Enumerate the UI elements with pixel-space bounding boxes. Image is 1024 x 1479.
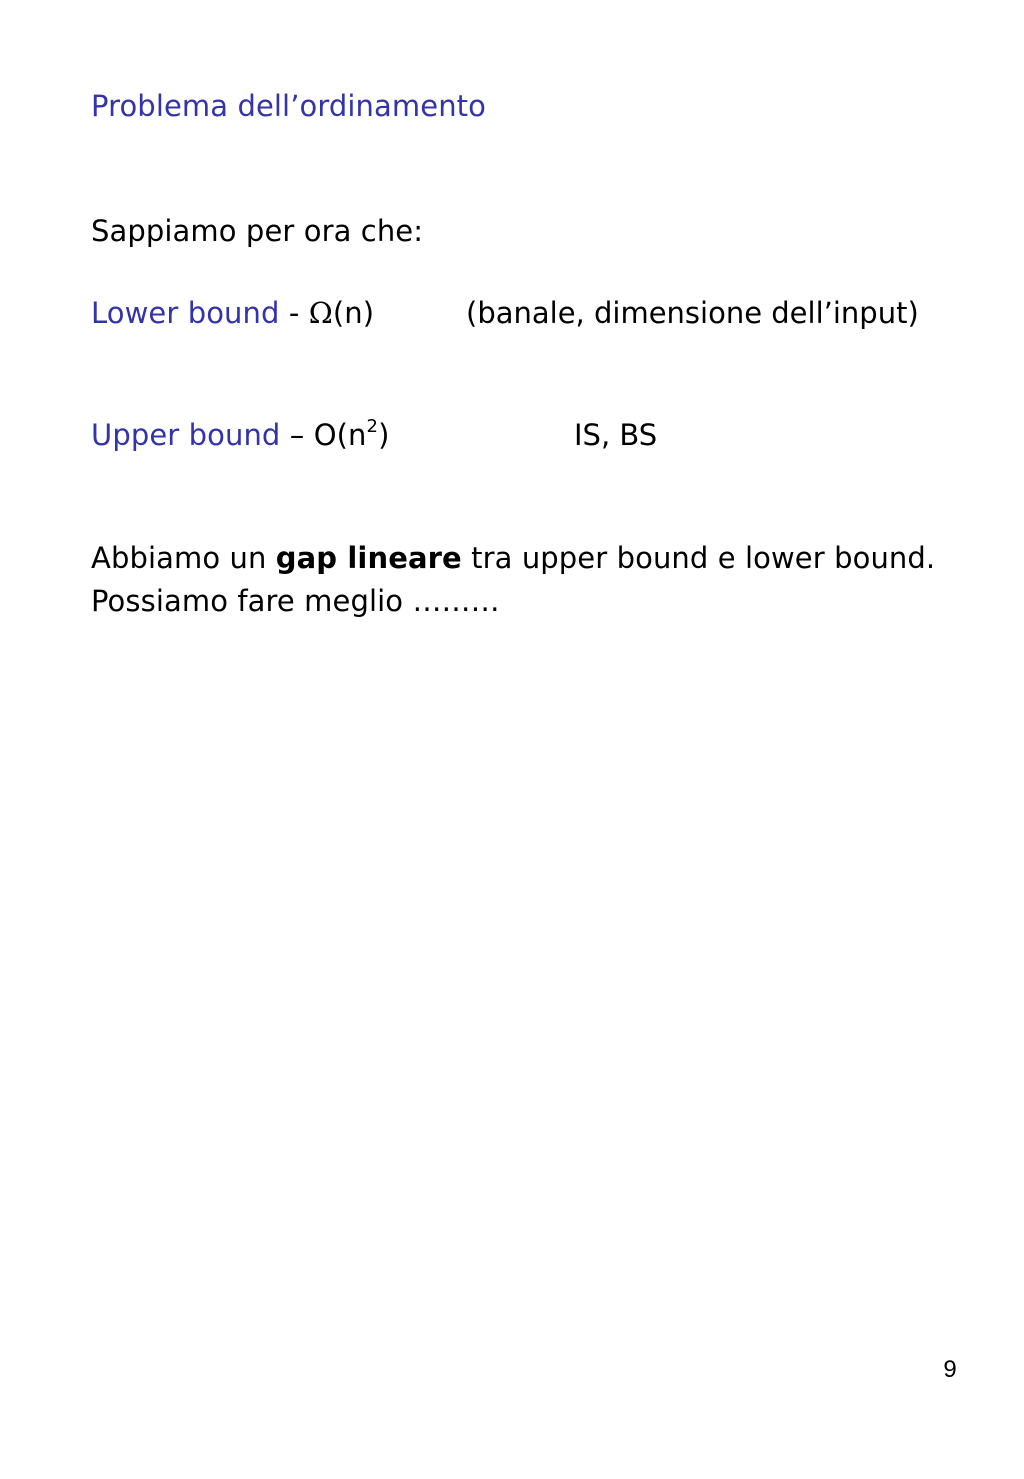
- closing-text: Possiamo fare meglio ………: [91, 584, 500, 618]
- upper-bound-note: IS, BS: [574, 418, 658, 452]
- lower-bound-value: (n): [332, 296, 375, 330]
- lower-bound-separator: -: [279, 296, 309, 330]
- page-title: Problema dell’ordinamento: [91, 89, 486, 123]
- lower-bound-line: [91, 295, 374, 331]
- omega-symbol: Ω: [308, 296, 333, 330]
- gap-sentence-suffix: tra upper bound e lower bound.: [461, 541, 936, 575]
- gap-sentence: [91, 540, 935, 576]
- upper-bound-exponent: 2: [366, 416, 379, 438]
- intro-text: Sappiamo per ora che:: [91, 214, 424, 248]
- lower-bound-note: (banale, dimensione dell’input): [466, 296, 919, 330]
- upper-bound-value-prefix: O(n: [313, 418, 367, 452]
- upper-bound-line: [91, 417, 390, 453]
- gap-sentence-emphasis: gap lineare: [275, 541, 462, 575]
- upper-bound-value-suffix: ): [378, 418, 390, 452]
- gap-sentence-prefix: Abbiamo un: [91, 541, 276, 575]
- lower-bound-label: Lower bound: [91, 296, 280, 330]
- upper-bound-label: Upper bound: [91, 418, 281, 452]
- page-number: 9: [943, 1356, 957, 1383]
- upper-bound-separator: –: [280, 418, 314, 452]
